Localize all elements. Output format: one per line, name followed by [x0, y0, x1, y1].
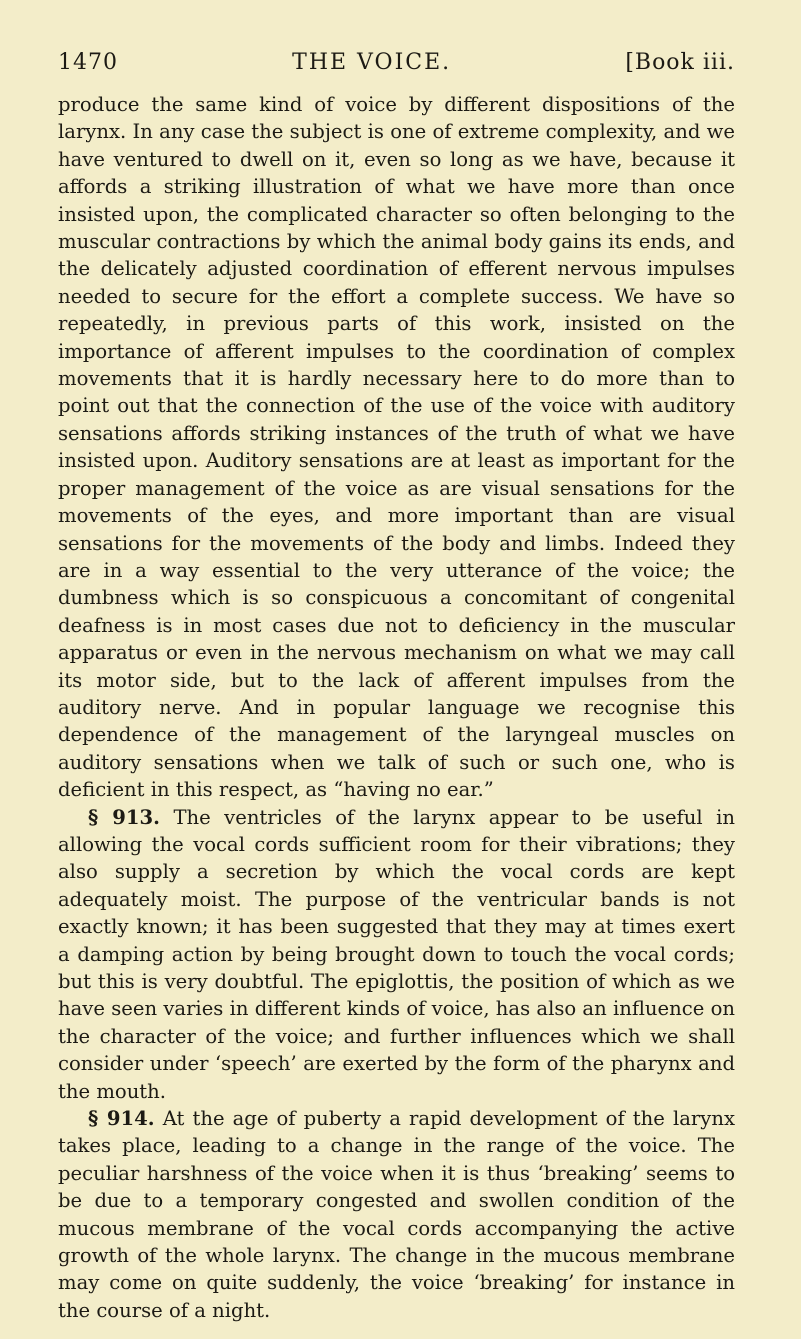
paragraph-text: produce the same kind of voice by different dispositions of the larynx. In any case the subject is one of extreme complexity, and we have ventured to dwell on it, even so long as we have, because it affords a striking illustration of what we have more than once insisted upon, the complicated character so often belonging to the muscular contractions by which the animal body gains its ends, and the delicately adjusted coordination of efferent nervous impulses needed to secure for the effort a complete success. We have so repeatedly, in previous parts of this work, insisted on the importance of afferent impulses to the coordination of complex movements that it is hardly necessary here to do more than to point out that the connection of the use of the voice with auditory sensations affords striking instances of the truth of what we have insisted upon. Auditory sensations are at least as important for the proper management of the voice as are visual sensations for the movements of the eyes, and more important than are visual sensations for the movements of the body and limbs. Indeed they are in a way essential to the very utterance of the voice; the dumbness which is so conspicuous a concomitant of congenital deafness is in most cases due not to deficiency in the muscular apparatus or even in the nervous mechanism on what we may call its motor side, but to the lack of afferent impulses from the auditory nerve. And in popular language we recognise this dependence of the management of the laryngeal muscles on auditory sensations when we talk of such or such one, who is deficient in this respect, as “having no ear.” [58, 93, 735, 802]
book-reference: [Book iii. [625, 50, 735, 75]
paragraph [58, 804, 735, 1105]
section-number: § 913. [88, 805, 160, 829]
section-number: § 914. [88, 1107, 155, 1131]
page-number: 1470 [58, 50, 118, 75]
paragraph-text: At the age of puberty a rapid development of the larynx takes place, leading to a change in the range of the voice. The peculiar harshness of the voice when it is thus ‘breaking’ seems to be due to a temporary congested and swollen condition of the mucous membrane of the vocal cords accompanying the active growth of the whole larynx. The change in the mucous membrane may come on quite suddenly, the voice ‘breaking’ for instance in the course of a night. [58, 1107, 735, 1322]
running-header [58, 50, 735, 75]
paragraph [58, 1105, 735, 1324]
running-title: THE VOICE. [292, 50, 452, 75]
paragraph [58, 91, 735, 804]
paragraph-text: The ventricles of the larynx appear to be useful in allowing the vocal cords sufficient room for their vibrations; they also supply a secretion by which the vocal cords are kept adequately moist. The purpose of the ventricular bands is not exactly known; it has been suggested that they may at times exert a damping action by being brought down to touch the vocal cords; but this is very doubtful. The epiglottis, the position of which as we have seen varies in different kinds of voice, has also an influence on the character of the voice; and further influences which we shall consider under ‘speech’ are exerted by the form of the pharynx and the mouth. [58, 805, 735, 1103]
body-text [58, 91, 735, 1324]
